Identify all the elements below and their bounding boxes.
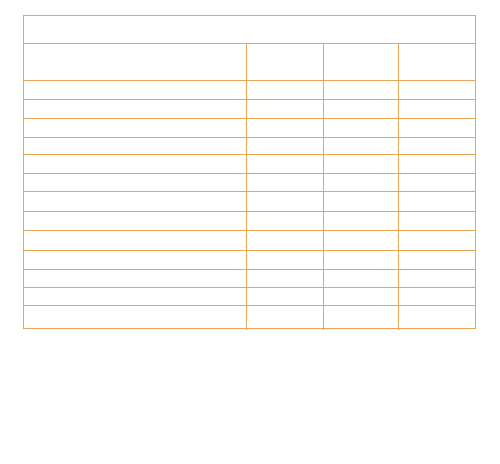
table-cell — [324, 119, 399, 137]
table-cell — [247, 155, 324, 173]
table-row — [24, 119, 475, 138]
table-cell — [324, 288, 399, 305]
header-cell — [247, 44, 324, 80]
table-cell — [24, 231, 247, 250]
table-cell — [24, 174, 247, 191]
table-cell — [247, 119, 324, 137]
table-cell — [324, 174, 399, 191]
table-cell — [324, 231, 399, 250]
table-title-band — [24, 16, 475, 44]
table-cell — [24, 100, 247, 118]
table-cell — [324, 192, 399, 211]
table-cell — [24, 288, 247, 305]
table-row — [24, 270, 475, 288]
table-cell — [399, 155, 475, 173]
table-cell — [24, 306, 247, 330]
table-cell — [324, 306, 399, 330]
table-cell — [247, 174, 324, 191]
table-cell — [399, 270, 475, 287]
table-cell — [399, 288, 475, 305]
table-cell — [324, 212, 399, 230]
table-cell — [399, 174, 475, 191]
table-cell — [399, 192, 475, 211]
table-row — [24, 81, 475, 100]
table-cell — [247, 251, 324, 269]
blank-form-table — [23, 15, 476, 329]
table-cell — [324, 251, 399, 269]
table-cell — [399, 81, 475, 99]
table-cell — [247, 100, 324, 118]
table-cell — [399, 251, 475, 269]
table-cell — [247, 306, 324, 330]
table-row — [24, 138, 475, 155]
table-row — [24, 251, 475, 270]
table-cell — [24, 192, 247, 211]
table-grid — [24, 44, 475, 330]
table-header-row — [24, 44, 475, 81]
table-row — [24, 231, 475, 251]
table-cell — [247, 138, 324, 154]
table-row — [24, 288, 475, 306]
table-cell — [247, 270, 324, 287]
table-row — [24, 155, 475, 174]
table-cell — [247, 212, 324, 230]
table-cell — [324, 138, 399, 154]
table-cell — [24, 138, 247, 154]
table-cell — [247, 231, 324, 250]
header-cell — [324, 44, 399, 80]
table-cell — [324, 81, 399, 99]
table-row — [24, 192, 475, 212]
table-cell — [24, 81, 247, 99]
table-cell — [399, 138, 475, 154]
header-cell — [399, 44, 475, 80]
table-cell — [247, 81, 324, 99]
table-cell — [24, 251, 247, 269]
table-cell — [324, 270, 399, 287]
table-row — [24, 174, 475, 192]
table-cell — [324, 155, 399, 173]
table-cell — [247, 192, 324, 211]
table-cell — [24, 270, 247, 287]
table-cell — [247, 288, 324, 305]
table-row — [24, 306, 475, 330]
table-cell — [399, 231, 475, 250]
table-cell — [324, 100, 399, 118]
table-cell — [399, 119, 475, 137]
table-cell — [24, 212, 247, 230]
table-row — [24, 100, 475, 119]
table-cell — [399, 100, 475, 118]
table-row — [24, 212, 475, 231]
table-cell — [399, 306, 475, 330]
table-cell — [399, 212, 475, 230]
table-cell — [24, 155, 247, 173]
header-cell — [24, 44, 247, 80]
table-cell — [24, 119, 247, 137]
